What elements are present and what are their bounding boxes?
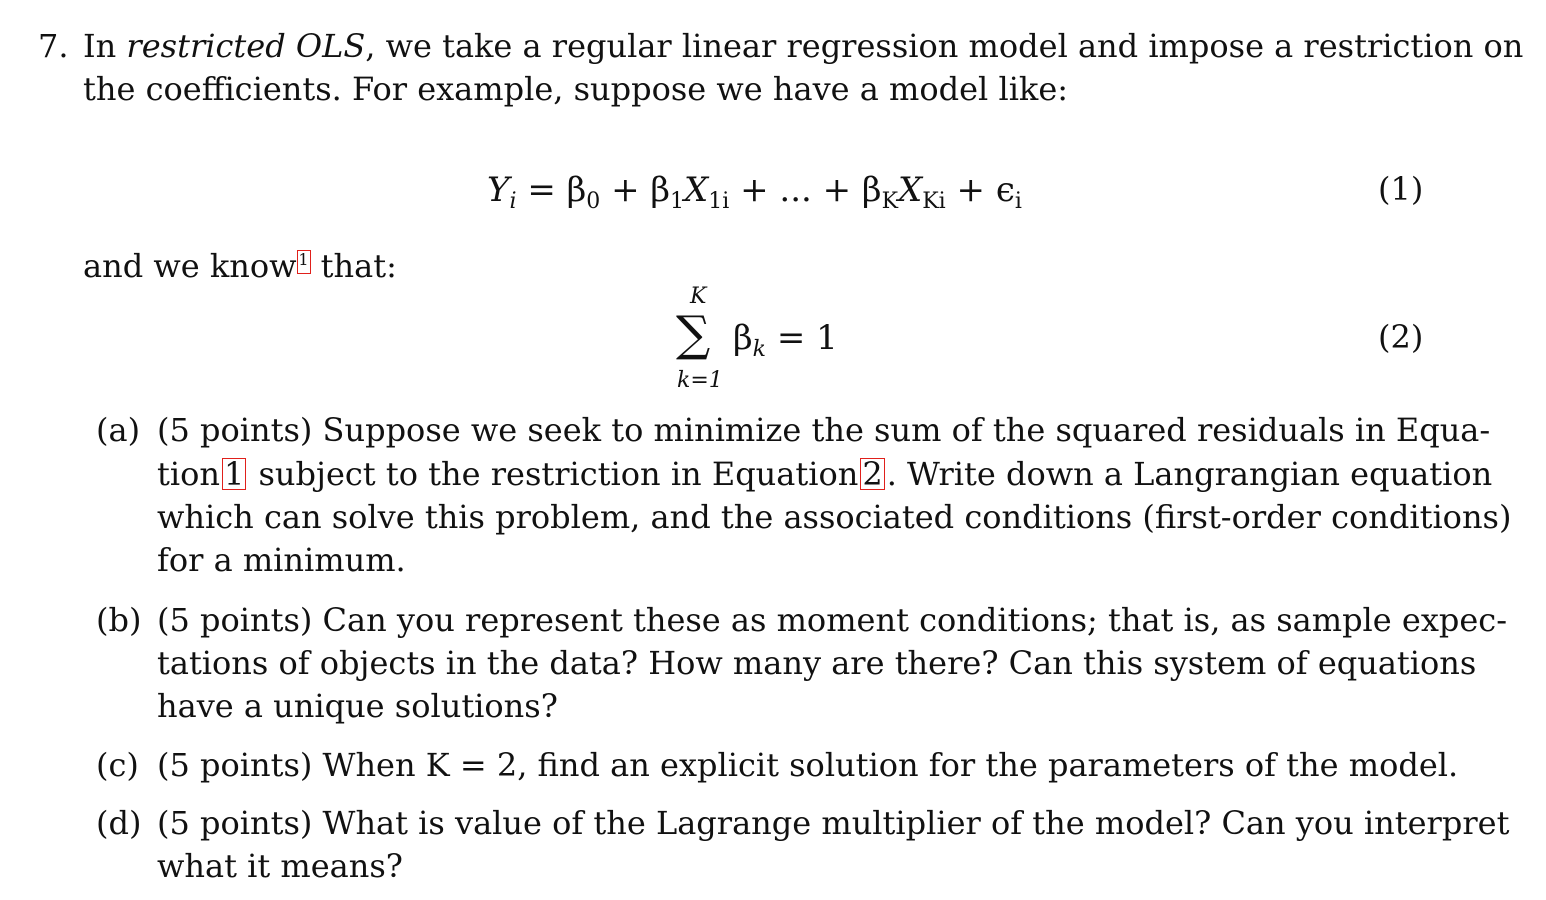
part-d-points: (5 points) bbox=[157, 804, 313, 842]
eq1-sub: K bbox=[881, 189, 899, 214]
eq1-part: = β bbox=[527, 170, 587, 210]
part-a-text1: Suppose we seek to minimize the sum of the squared residuals in Equa- bbox=[322, 411, 1491, 449]
part-d-text1: What is value of the Lagrange multiplier of the model? Can you interpret bbox=[322, 804, 1510, 842]
eq1-sub: 0 bbox=[586, 189, 601, 214]
part-b-label: (b) bbox=[96, 601, 142, 639]
part-a-line3: which can solve this problem, and the associated conditions (first-order conditions) bbox=[157, 498, 1512, 536]
eq1-var: X bbox=[898, 170, 923, 210]
eq1-lhs: Y bbox=[487, 170, 510, 210]
sum-symbol: ∑ bbox=[676, 306, 711, 362]
between-text bbox=[83, 246, 397, 286]
eq1-sub: 1 bbox=[670, 189, 685, 214]
part-b-line3: have a unique solutions? bbox=[157, 687, 558, 725]
part-d-label: (d) bbox=[96, 804, 142, 842]
footnote-ref[interactable]: 1 bbox=[297, 250, 311, 274]
equation-2-ref[interactable]: 2 bbox=[862, 455, 883, 493]
part-a-text2-mid: subject to the restriction in Equation bbox=[258, 455, 859, 493]
part-b-line1 bbox=[157, 600, 1507, 640]
eq1-var: X bbox=[684, 170, 709, 210]
equation-1 bbox=[487, 170, 1022, 214]
eq2-beta: β bbox=[733, 318, 753, 358]
intro-post: , we take a regular linear regression model and impose a restriction on bbox=[365, 27, 1524, 65]
question-intro-line2: the coefficients. For example, suppose we have a model like: bbox=[83, 70, 1069, 108]
between-pre: and we know bbox=[83, 247, 297, 285]
equation-2-label: (2) bbox=[1378, 318, 1424, 356]
eq1-sub: 1i bbox=[708, 189, 730, 214]
between-post: that: bbox=[310, 247, 397, 285]
part-a-line4: for a minimum. bbox=[157, 541, 406, 579]
eq2-rhs: = 1 bbox=[776, 318, 838, 358]
intro-emphasis: restricted OLS bbox=[126, 27, 366, 65]
sum-lower: k=1 bbox=[677, 368, 723, 393]
question-intro-line1 bbox=[83, 26, 1523, 66]
question-number: 7. bbox=[38, 27, 69, 65]
part-a-points: (5 points) bbox=[157, 411, 313, 449]
sum-upper: K bbox=[690, 284, 707, 309]
equation-1-label: (1) bbox=[1378, 170, 1424, 208]
equation-1-ref[interactable]: 1 bbox=[223, 455, 245, 493]
eq2-beta-sub: k bbox=[752, 337, 766, 362]
part-a-label: (a) bbox=[96, 411, 141, 449]
eq1-sub: Ki bbox=[922, 189, 946, 214]
eq1-part: + β bbox=[600, 170, 671, 210]
eq1-lhs-sub: i bbox=[509, 189, 517, 214]
part-d-line2: what it means? bbox=[157, 847, 403, 885]
part-a-line1 bbox=[157, 410, 1490, 450]
part-b-points: (5 points) bbox=[157, 601, 313, 639]
part-c-line1 bbox=[157, 745, 1458, 785]
part-c-label: (c) bbox=[96, 746, 139, 784]
eq1-sub: i bbox=[1014, 189, 1022, 214]
part-b-text1: Can you represent these as moment conditions; that is, as sample expec- bbox=[322, 601, 1508, 639]
part-c-points: (5 points) bbox=[157, 746, 313, 784]
eq1-part: + ... + β bbox=[729, 170, 882, 210]
part-d-line1 bbox=[157, 803, 1509, 843]
part-c-text1: When K = 2, find an explicit solution for the parameters of the model. bbox=[322, 746, 1459, 784]
part-a-text2-post: . Write down a Langrangian equation bbox=[886, 455, 1493, 493]
intro-pre: In bbox=[83, 27, 127, 65]
equation-2-body bbox=[733, 318, 838, 362]
part-a-line2 bbox=[157, 454, 1492, 494]
part-a-text2-pre: tion bbox=[157, 455, 220, 493]
part-b-line2: tations of objects in the data? How many are there? Can this system of equations bbox=[157, 644, 1477, 682]
eq1-part: + ϵ bbox=[945, 170, 1015, 210]
